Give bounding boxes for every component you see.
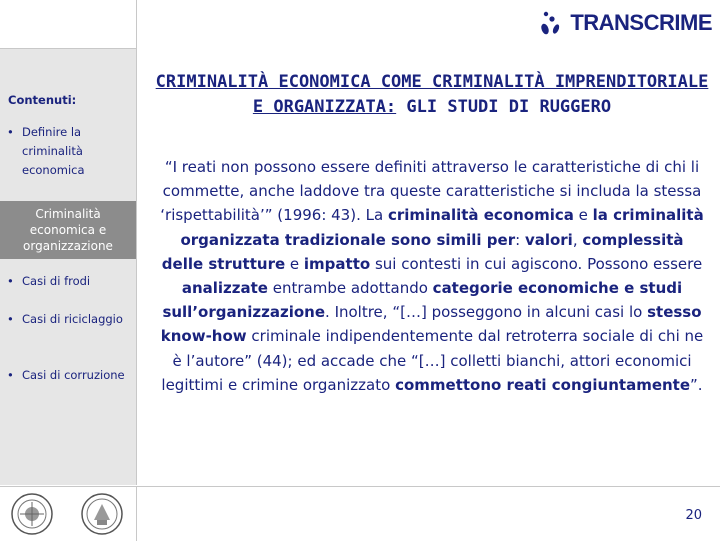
sidebar-item-label: Casi di corruzione [22, 368, 125, 382]
sidebar-item-label: Definire la criminalità economica [22, 125, 85, 177]
bullet-icon: • [7, 125, 14, 139]
bullet-icon: • [7, 312, 14, 326]
sidebar-heading: Contenuti: [8, 93, 77, 107]
slide-title [152, 70, 712, 120]
bullet-icon: • [7, 274, 14, 288]
brand-name: TRANSCRIME [570, 10, 712, 35]
slide-body: “I reati non possono essere definiti attraverso le caratteristiche di chi li commette, anche laddove tra queste caratteristiche si includa la stessa ‘rispettabilità’” (1996: 43). La criminalità economica e la criminalità organizzata tradizionale sono simili per: valori, complessità delle strutture e impatto sui contesti in cui agiscono. Possono essere analizzate entrambe adottando categorie economiche e studi sull’organizzazione. Inoltre, “[…] posseggono in alcuni casi lo stesso know-how criminale indipendentemente dal retroterra sociale di chi ne è l’autore” (44); ed accade che “[…] colletti bianchi, attori economici legittimi e crimine organizzato commettono reati congiuntamente”. [160, 158, 704, 394]
sidebar-item-frodi[interactable] [6, 272, 130, 291]
university-seal-left-icon [10, 492, 54, 536]
university-seal-right-icon [80, 492, 124, 536]
footer-divider [137, 486, 720, 487]
slide-title-underlined: CRIMINALITÀ ECONOMICA COME CRIMINALITÀ IMPRENDITORIALE E ORGANIZZATA: [155, 72, 709, 117]
university-logos [0, 486, 137, 541]
slide-title-rest: GLI STUDI DI RUGGERO [396, 97, 612, 117]
sidebar-item-corruzione[interactable] [6, 366, 130, 385]
sidebar-item-label: Casi di riciclaggio [22, 312, 123, 326]
sidebar-item-criminalita-economica-active[interactable]: Criminalità economica e organizzazione [0, 201, 136, 259]
sidebar-item-riciclaggio[interactable] [6, 310, 130, 329]
sidebar-item-definire[interactable] [6, 123, 130, 180]
transcrime-logo [540, 10, 712, 36]
bullet-icon: • [7, 368, 14, 382]
page-number: 20 [685, 508, 702, 523]
corner-box [0, 0, 137, 49]
sidebar-item-label: Casi di frodi [22, 274, 91, 288]
transcrime-mark-icon [540, 10, 564, 36]
sidebar [0, 49, 137, 485]
